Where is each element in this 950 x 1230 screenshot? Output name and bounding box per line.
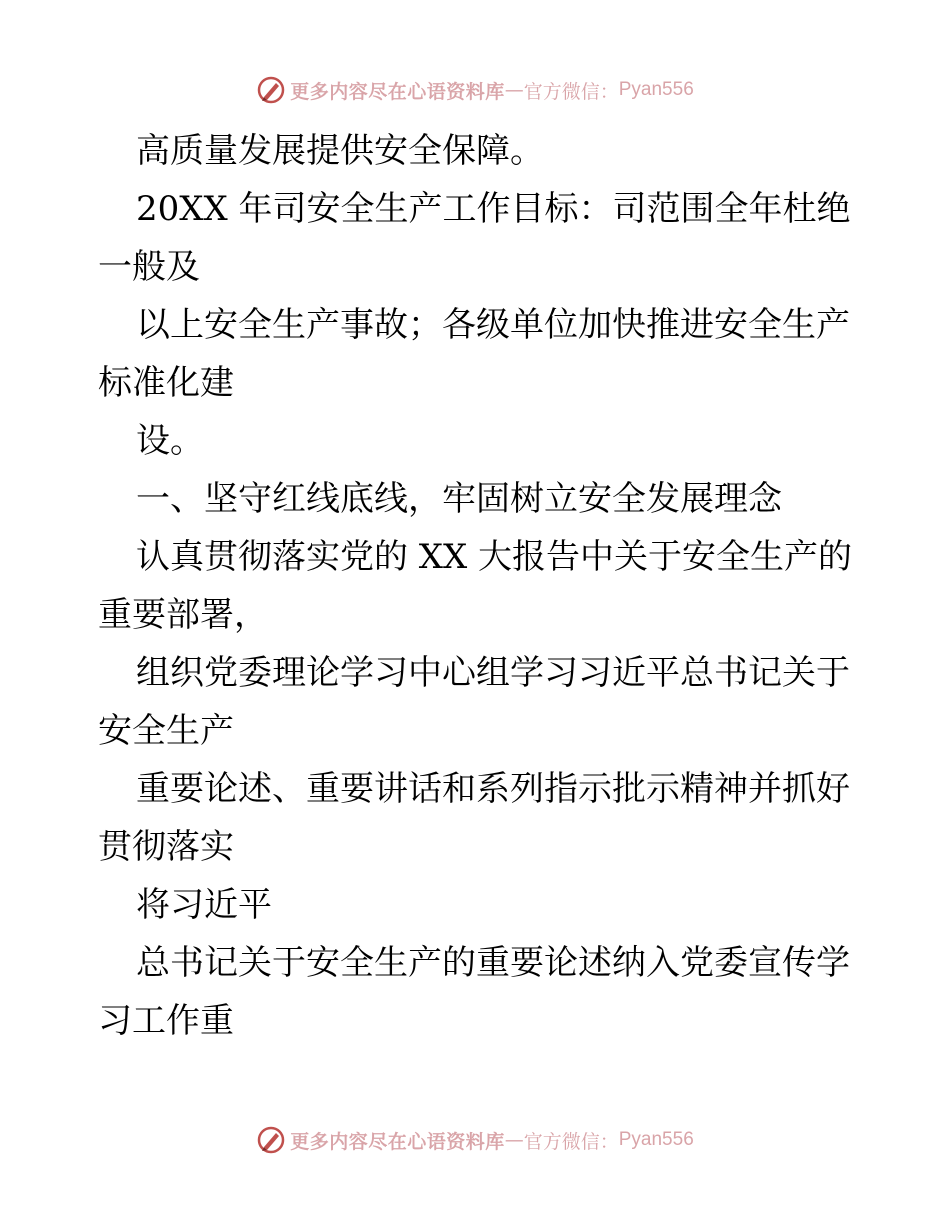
body-line-2: 20XX 年司安全生产工作目标：司范围全年杜绝 [136,189,851,229]
header-banner-wechat-id: Pyan556 [618,79,694,100]
body-line-14: 将习近平 [136,885,272,925]
body-line-3: 一般及 [98,247,200,287]
body-line-13: 贯彻落实 [98,827,234,867]
body-line-5: 标准化建 [98,363,234,403]
body-line-6: 设。 [136,421,204,461]
body-line-11: 安全生产 [98,711,234,751]
header-banner-main-text: 更多内容尽在心语资料库 [290,80,505,103]
header-banner-wechat-label: 官方微信： [523,80,619,103]
body-line-4: 以上安全生产事故；各级单位加快推进安全生产 [136,305,850,345]
header-watermark-banner [0,70,950,110]
footer-banner-wechat-id: Pyan556 [618,1129,694,1150]
body-line-7: 一、坚守红线底线，牢固树立安全发展理念 [136,479,782,519]
body-line-12: 重要论述、重要讲话和系列指示批示精神并抓好 [136,769,850,809]
footer-banner-separator: — [504,1129,524,1151]
body-line-15: 总书记关于安全生产的重要论述纳入党委宣传学 [136,943,850,983]
pen-logo-icon [256,1125,286,1155]
pen-logo-icon [256,75,286,105]
header-banner-separator: — [504,79,524,101]
body-line-9: 重要部署， [98,595,268,635]
document-body [98,122,858,1050]
body-line-1: 高质量发展提供安全保障。 [136,131,544,171]
footer-banner-main-text: 更多内容尽在心语资料库 [290,1130,505,1153]
body-line-8: 认真贯彻落实党的 XX 大报告中关于安全生产的 [136,537,853,577]
body-line-10: 组织党委理论学习中心组学习习近平总书记关于 [136,653,850,693]
footer-watermark-banner [0,1120,950,1160]
footer-banner-wechat-label: 官方微信： [523,1130,619,1153]
body-line-16: 习工作重 [98,1001,234,1041]
